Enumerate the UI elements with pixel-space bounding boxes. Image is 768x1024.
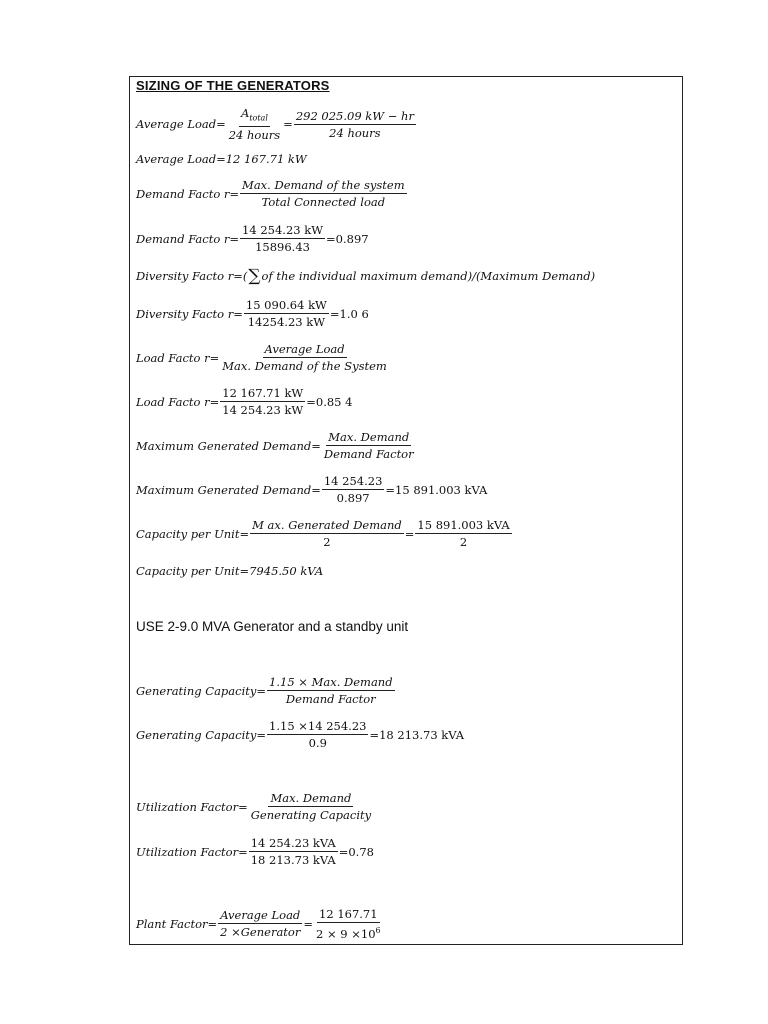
eq-lhs: Capacity per Unit=	[136, 526, 250, 541]
equation-demand-factor-value	[136, 223, 369, 254]
eq-numerator: 1.15 ×14 254.23	[269, 719, 367, 733]
fraction	[227, 106, 282, 142]
fraction	[244, 298, 329, 329]
document-title: SIZING OF THE GENERATORS	[136, 78, 330, 93]
eq-denominator: 24 hours	[329, 125, 381, 140]
eq-lhs: Maximum Generated Demand=	[136, 438, 321, 453]
eq-denominator: 14254.23 kW	[247, 315, 326, 329]
equation-load-factor	[136, 342, 390, 373]
eq-denominator: Generating Capacity	[250, 808, 372, 822]
eq-lhs: Utilization Factor=	[136, 844, 248, 859]
eq-denominator: Total Connected load	[261, 195, 386, 209]
eq-numerator: 12 167.71	[319, 907, 378, 921]
fraction	[249, 791, 373, 822]
eq-numerator: 292 025.09 kW − hr	[295, 108, 414, 123]
equation-average-load	[136, 106, 417, 142]
equation-utilization-factor	[136, 791, 374, 822]
eq-lhs: Demand Facto r=	[136, 186, 240, 201]
eq-numerator: 14 254.23 kW	[242, 223, 324, 237]
eq-denominator: 18 213.73 kVA	[250, 853, 336, 867]
eq-numerator: 14 254.23	[323, 474, 383, 488]
eq-numerator: Average Load	[220, 908, 301, 923]
fraction	[220, 342, 389, 373]
eq-denominator: 14 254.23 kW	[222, 403, 304, 417]
fraction	[240, 178, 407, 209]
eq-lhs: Maximum Generated Demand=	[136, 482, 321, 497]
eq-numerator: 14 254.23 kVA	[250, 836, 336, 850]
eq-numerator: Max. Demand	[270, 791, 352, 805]
eq-result: =18 213.73 kVA	[369, 727, 465, 742]
eq-lhs: Generating Capacity=	[136, 727, 267, 742]
equation-diversity-factor-value	[136, 298, 369, 329]
eq-denominator: 0.9	[308, 736, 327, 750]
equation-max-generated-demand-value	[136, 474, 487, 505]
fraction	[250, 518, 404, 549]
eq-result: =0.78	[338, 844, 374, 859]
fraction	[322, 430, 416, 461]
eq-lhs: Load Facto r=	[136, 350, 220, 365]
fraction	[267, 675, 395, 706]
generator-selection-note: USE 2-9.0 MVA Generator and a standby unit	[136, 619, 409, 634]
equation-average-load-result: Average Load=12 167.71 kW	[136, 152, 307, 166]
fraction	[240, 223, 325, 254]
eq-result: =0.85 4	[306, 394, 353, 409]
fraction	[314, 907, 383, 941]
eq-lhs: Diversity Facto r=(	[136, 269, 248, 283]
eq-denominator: 15896.43	[255, 240, 310, 254]
eq-equals: =	[303, 916, 313, 931]
eq-numerator: M ax. Generated Demand	[252, 518, 402, 532]
fraction	[322, 474, 385, 505]
eq-denominator: Demand Factor	[285, 692, 376, 706]
equation-diversity-factor	[136, 266, 595, 286]
eq-exponent: 6	[375, 926, 381, 935]
equation-capacity-per-unit-result: Capacity per Unit=7945.50 kVA	[136, 564, 324, 578]
eq-result: =15 891.003 kVA	[385, 482, 488, 497]
eq-denominator: 2 × 9 ×10	[316, 926, 376, 941]
equation-utilization-factor-value	[136, 836, 374, 867]
eq-numerator: 12 167.71 kW	[222, 386, 304, 400]
eq-equals: =	[404, 526, 415, 541]
equation-capacity-per-unit	[136, 518, 513, 549]
eq-lhs: Demand Facto r=	[136, 231, 240, 246]
fraction	[267, 719, 368, 750]
eq-rhs: of the individual maximum demand)/(Maximum Demand)	[261, 269, 596, 283]
eq-equals: =	[283, 117, 293, 132]
eq-numerator: 15 891.003 kVA	[417, 518, 510, 532]
eq-result: =0.897	[326, 231, 369, 246]
eq-denominator: Max. Demand of the System	[222, 359, 387, 373]
eq-lhs: Plant Factor=	[136, 916, 218, 931]
equation-load-factor-value	[136, 386, 352, 417]
eq-denominator: 2 ×Generator	[220, 925, 301, 940]
eq-denominator: 0.897	[336, 491, 370, 505]
eq-denominator: 2	[323, 535, 331, 549]
eq-numerator: 1.15 × Max. Demand	[269, 675, 393, 689]
eq-denominator: 2	[459, 535, 468, 549]
eq-numerator: 15 090.64 kW	[245, 298, 327, 312]
summation-symbol: ∑	[248, 266, 261, 286]
equation-demand-factor	[136, 178, 408, 209]
eq-lhs: Diversity Facto r=	[136, 306, 243, 321]
fraction	[218, 908, 302, 939]
fraction	[294, 109, 416, 140]
eq-subscript: total	[249, 113, 268, 123]
eq-numerator: Max. Demand	[328, 430, 410, 444]
eq-lhs: Load Facto r=	[136, 394, 220, 409]
eq-numerator: A	[241, 106, 250, 120]
eq-denominator: Demand Factor	[323, 447, 414, 461]
eq-numerator: Average Load	[264, 342, 345, 356]
eq-denominator: 24 hours	[228, 128, 281, 143]
fraction	[220, 386, 305, 417]
fraction	[415, 518, 511, 549]
equation-max-generated-demand	[136, 430, 417, 461]
eq-result: =1.0 6	[329, 306, 369, 321]
eq-lhs: Average Load=	[136, 117, 226, 132]
equation-generating-capacity-value	[136, 719, 464, 750]
equation-generating-capacity	[136, 675, 396, 706]
equation-plant-factor	[136, 907, 384, 941]
eq-lhs: Generating Capacity=	[136, 683, 267, 698]
eq-lhs: Utilization Factor=	[136, 799, 248, 814]
fraction	[249, 836, 338, 867]
eq-numerator: Max. Demand of the system	[242, 178, 405, 192]
